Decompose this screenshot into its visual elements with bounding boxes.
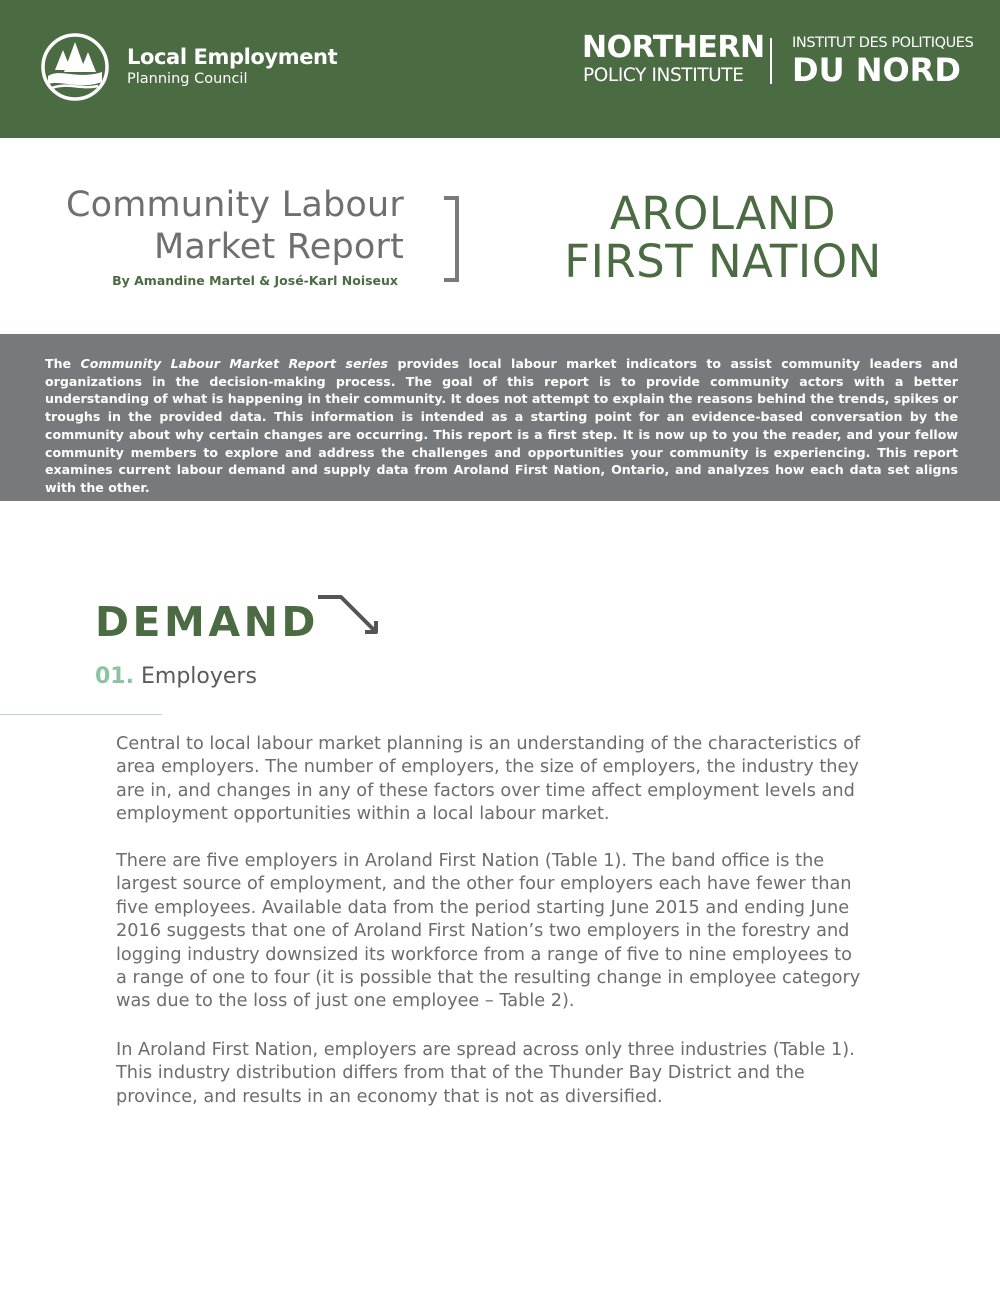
section-rule xyxy=(0,714,162,715)
subsection-label: Employers xyxy=(140,664,257,689)
body-paragraph-2: There are five employers in Aroland First Nation (Table 1). The band office is the largest source of employment, and the other four employers each have fewer than five employees. Available data from the period starting June 2015 and ending June 2016 suggests that one of Aroland First Nation’s two employers in the forestry and logging industry downsized its workforce from a range of five to nine employees to a range of one to four (it is possible that the resulting change in employee category was due to the loss of just one employee – Table 2). xyxy=(116,851,861,1012)
lepc-subtitle: Planning Council xyxy=(127,71,248,87)
npi-name: NORTHERN xyxy=(582,30,765,65)
body-paragraph-3: In Aroland First Nation, employers are spread across only three industries (Table 1). This industry distribution differs from that of the Thunder Bay District and the province, and results in an economy that is not as diversified. xyxy=(116,1040,855,1107)
subsection-heading xyxy=(95,663,257,691)
bracket-icon xyxy=(440,194,462,284)
section-title: DEMAND xyxy=(95,598,319,646)
report-authors: By Amandine Martel & José-Karl Noiseux xyxy=(112,273,398,288)
lepc-name: Local Employment xyxy=(127,45,338,69)
community-name xyxy=(546,187,900,288)
header-divider xyxy=(770,38,772,84)
tree-logo-icon xyxy=(40,32,110,102)
ipn-name: DU NORD xyxy=(792,51,961,89)
ipn-subtitle: INSTITUT DES POLITIQUES xyxy=(792,35,974,51)
intro-series-name: Community Labour Market Report series xyxy=(80,356,389,371)
npi-subtitle: POLICY INSTITUTE xyxy=(583,65,744,86)
trend-down-arrow-icon xyxy=(314,592,394,642)
report-type-title xyxy=(66,184,404,268)
community-name-line-1: AROLAND xyxy=(609,187,837,240)
page-header xyxy=(0,0,1000,138)
intro-lead: The xyxy=(45,356,81,371)
report-type-line-1: Community Labour xyxy=(65,185,404,225)
report-type-line-2: Market Report xyxy=(153,227,404,267)
community-name-line-2: FIRST NATION xyxy=(564,235,882,288)
body-paragraph-1: Central to local labour market planning is an understanding of the characteristics of area employers. The number of employers, the size of employers, the industry they are in, and changes in any of these factors over time affect employment levels and employment opportunities within a local labour market. xyxy=(116,734,861,825)
intro-rest: provides local labour market indicators to assist community leaders and organizations in the decision-making process. The goal of this report is to provide community actors with a better understanding of what is happening in their community. It does not attempt to explain the reasons behind the trends, spikes or troughs in the provided data. This information is intended as a starting point for an evidence-based conversation by the community about why certain changes are occurring. This report is a first step. It is now up to you the reader, and your fellow community members to explore and address the challenges and opportunities your community is experiencing. This report examines current labour demand and supply data from Aroland First Nation, Ontario, and analyzes how each data set aligns with the other. xyxy=(45,356,958,495)
intro-paragraph xyxy=(45,355,958,497)
subsection-number: 01. xyxy=(95,664,134,689)
